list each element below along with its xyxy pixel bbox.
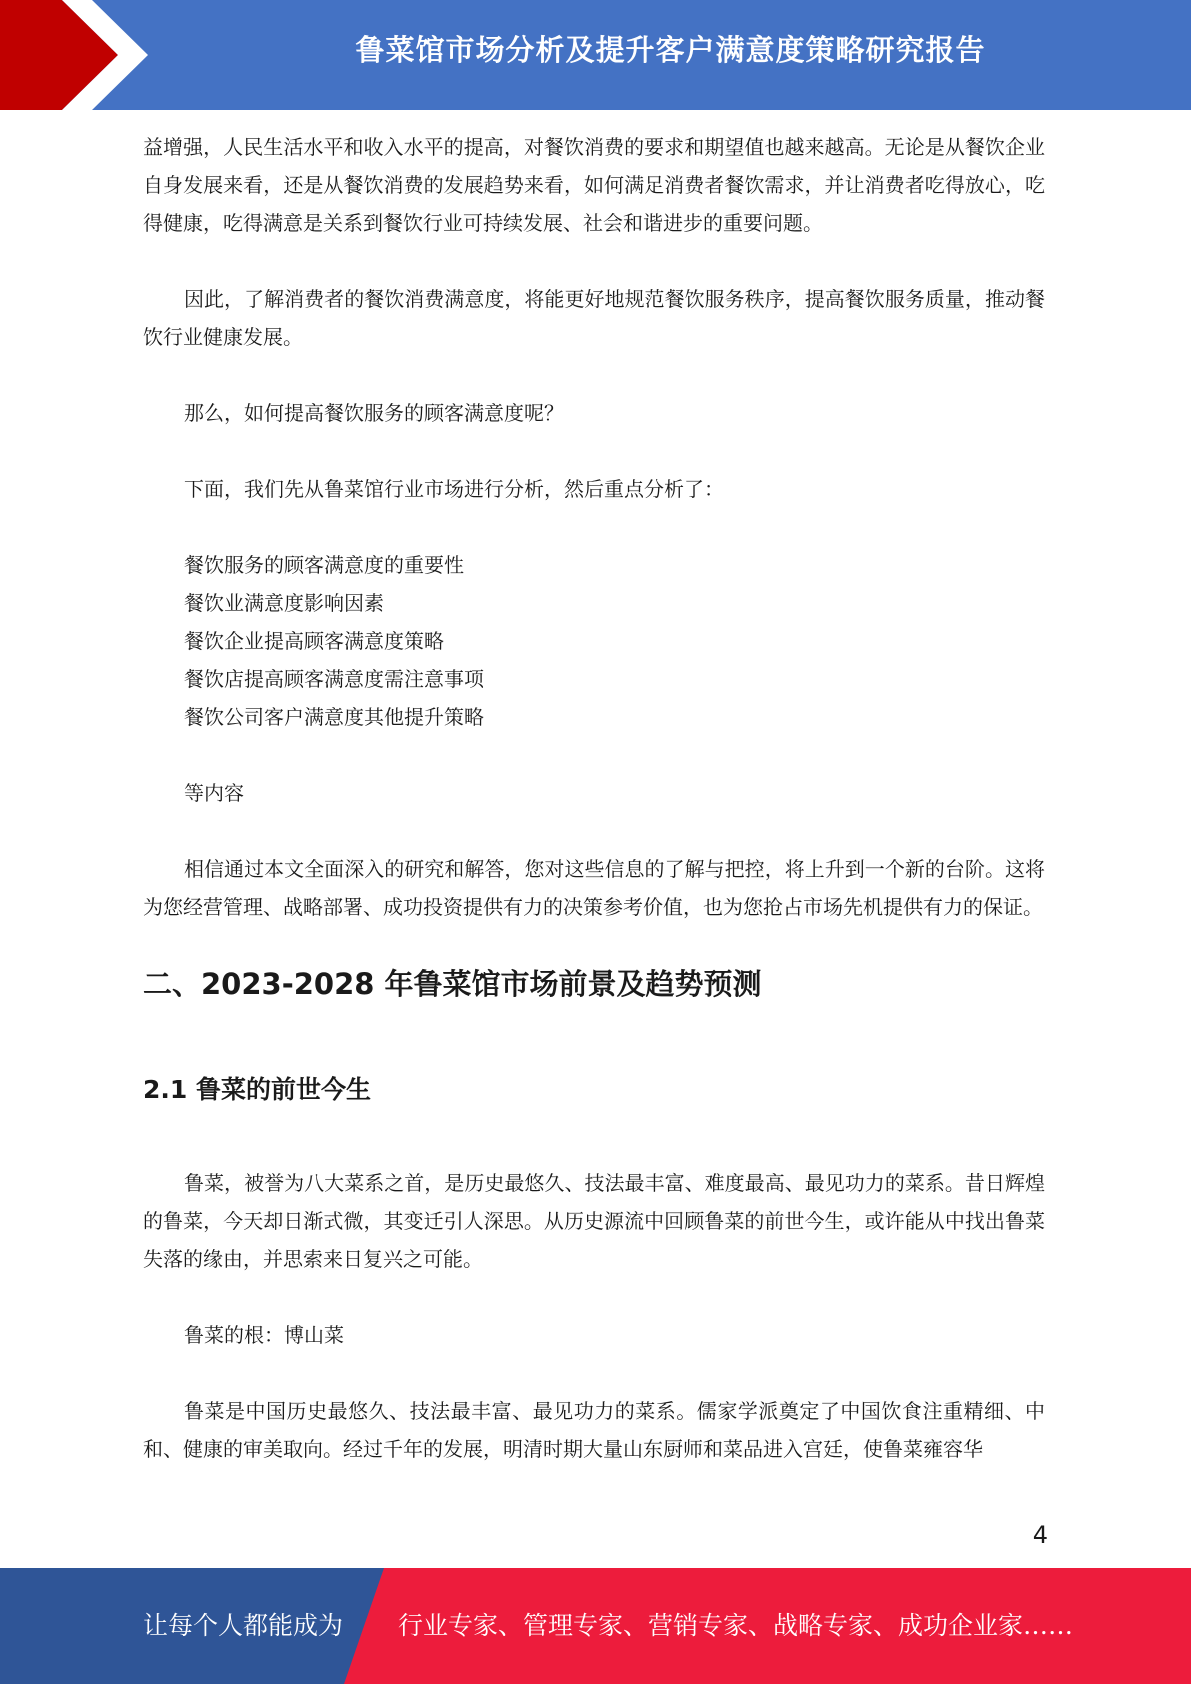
list-item: 餐饮服务的顾客满意度的重要性 bbox=[184, 553, 464, 577]
paragraph-8: 鲁菜的根：博山菜 bbox=[184, 1323, 344, 1347]
page-number: 4 bbox=[1032, 1521, 1048, 1549]
list-item: 餐饮业满意度影响因素 bbox=[184, 591, 384, 615]
paragraph-7: 鲁菜，被誉为八大菜系之首，是历史最悠久、技法最丰富、难度最高、最见功力的菜系。昔日辉煌的鲁菜，今天却日渐式微，其变迁引人深思。从历史源流中回顾鲁菜的前世今生，或许能从中找出鲁菜失落的缘由，并思索来日复兴之可能。 bbox=[143, 1171, 1045, 1271]
subsection-heading: 2.1 鲁菜的前世今生 bbox=[143, 1075, 371, 1104]
footer-slogan-left: 让每个人都能成为 bbox=[143, 1611, 344, 1640]
footer-banner bbox=[0, 1568, 1191, 1684]
paragraph-6: 相信通过本文全面深入的研究和解答，您对这些信息的了解与把控，将上升到一个新的台阶。这将为您经营管理、战略部署、成功投资提供有力的决策参考价值，也为您抢占市场先机提供有力的保证。 bbox=[143, 857, 1045, 919]
section-heading: 二、2023-2028 年鲁菜馆市场前景及趋势预测 bbox=[143, 967, 762, 1001]
paragraph-9: 鲁菜是中国历史最悠久、技法最丰富、最见功力的菜系。儒家学派奠定了中国饮食注重精细、中和、健康的审美取向。经过千年的发展，明清时期大量山东厨师和菜品进入宫廷，使鲁菜雍容华 bbox=[143, 1399, 1045, 1461]
arrow-chevron-icon bbox=[0, 0, 160, 110]
paragraph-3: 那么，如何提高餐饮服务的顾客满意度呢？ bbox=[184, 401, 564, 425]
paragraph-5: 等内容 bbox=[184, 781, 244, 805]
paragraph-2: 因此，了解消费者的餐饮消费满意度，将能更好地规范餐饮服务秩序，提高餐饮服务质量，推动餐饮行业健康发展。 bbox=[143, 287, 1045, 349]
list-item: 餐饮企业提高顾客满意度策略 bbox=[184, 629, 444, 653]
paragraph-4: 下面，我们先从鲁菜馆行业市场进行分析，然后重点分析了： bbox=[184, 477, 724, 501]
document-body bbox=[143, 128, 1045, 1468]
report-title: 鲁菜馆市场分析及提升客户满意度策略研究报告 bbox=[355, 33, 986, 67]
header-banner bbox=[0, 0, 1191, 110]
topic-list bbox=[143, 546, 1045, 736]
list-item: 餐饮店提高顾客满意度需注意事项 bbox=[184, 667, 484, 691]
paragraph-1: 益增强，人民生活水平和收入水平的提高，对餐饮消费的要求和期望值也越来越高。无论是从餐饮企业自身发展来看，还是从餐饮消费的发展趋势来看，如何满足消费者餐饮需求，并让消费者吃得放心，吃得健康，吃得满意是关系到餐饮行业可持续发展、社会和谐进步的重要问题。 bbox=[143, 135, 1045, 235]
footer-slogan-right: 行业专家、管理专家、营销专家、战略专家、成功企业家…… bbox=[398, 1611, 1074, 1640]
list-item: 餐饮公司客户满意度其他提升策略 bbox=[184, 705, 484, 729]
